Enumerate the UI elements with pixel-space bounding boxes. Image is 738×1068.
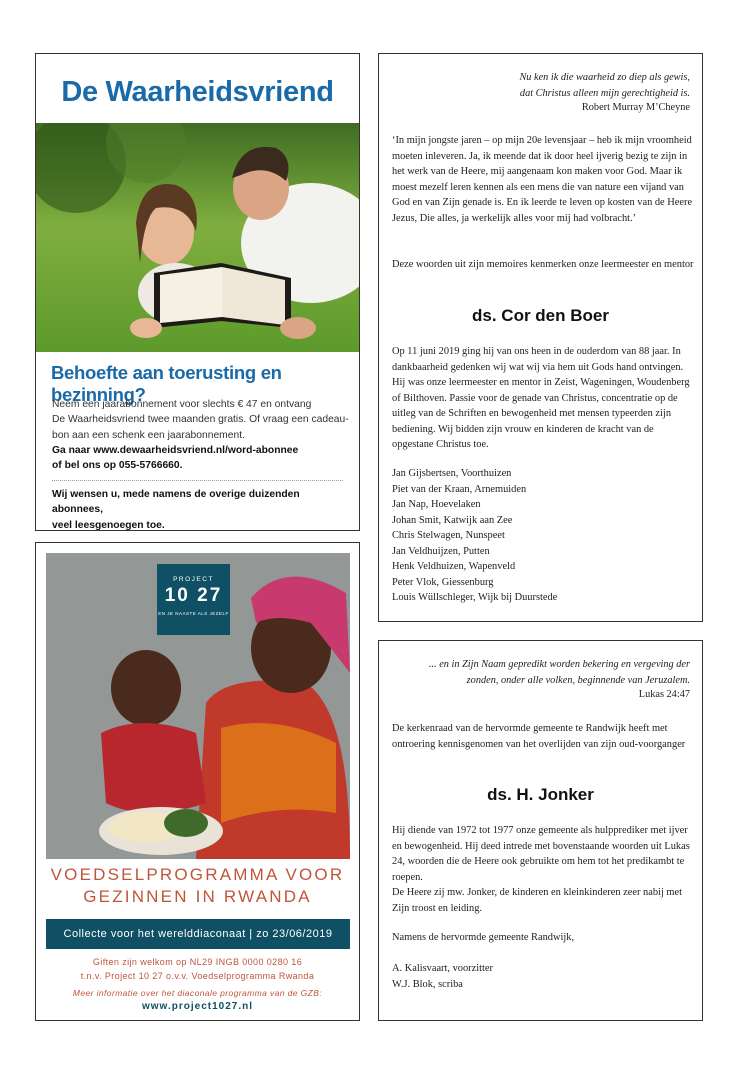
intro-paragraph: De kerkenraad van de hervormde gemeente te Randwijk heeft met ontroering kennisgenomen van het overlijden van zijn oud-voorganger [392,723,686,750]
body-paragraph: Hij diende van 1972 tot 1977 onze gemeente als hulpprediker met ijver en bewogenheid. Hij deed intrede met bovenstaande woorden uit Lukas 24, woorden die de Heere ook gebruikte om hem tot het predikambt te roepen. [392,825,690,883]
body-paragraph: Op 11 juni 2019 ging hij van ons heen in de ouderdom van 88 jaar. In dankbaarheid gedenken wij wat wij via hem uit Gods hand ontvingen. Hij was onze leermeester en mentor in Zeist, Wageningen, Woudenberg of Bilthoven. Passie voor de genade van Christus, concentratie op de uitleg van de Schriften en bewogenheid met mensen typeerden zijn bediening. Wij bidden zijn vrouw en kinderen de kracht van de opgestane Christus toe. [392,346,690,450]
memoir-paragraph: ‘In mijn jongste jaren – op mijn 20e levensjaar – heb ik mijn vroomheid moeten inleveren. Ja, ik meende dat ik door heel ijverig bezig te zijn in het werk van de Heere, mij aangenaam kon maken voor God. Maar ik moest mezelf leren kennen als een mens die van nature een vijand van God en van Zijn genade is. En ik leerde te leven op kosten van de Heere Jezus, Die alles, ja werkelijk alles voor mij had volbracht.’ [392,135,693,224]
quote-author: Robert Murray M’Cheyne [581,102,690,113]
closing-line: Namens de hervormde gemeente Randwijk, [392,932,575,943]
logo-tagline: EN JE NAASTE ALS JEZELF [158,611,229,616]
ad-body-line: Neem een jaarabonnement voor slechts € 47 en ontvang [52,399,312,410]
father-daughter-reading-photo [36,123,359,352]
ad-title: De Waarheidsvriend [61,76,334,108]
quote-line: ... en in Zijn Naam gepredikt worden bekering en vergeving der [428,659,690,670]
list-item: Johan Smit, Katwijk aan Zee [392,514,513,526]
quote [519,70,690,102]
ad-body-line: De Waarheidsvriend twee maanden gratis. Of vraag een cadeau- [52,414,349,426]
deceased-name: ds. H. Jonker [487,785,594,804]
signer: W.J. Blok, scriba [392,979,463,990]
logo-label: PROJECT [173,576,214,583]
body-paragraph-2: De Heere zij mw. Jonker, de kinderen en kleinkinderen zeer nabij met Zijn troost en leiding. [392,887,683,914]
quote-line: Nu ken ik die waarheid zo diep als gewis, [519,72,690,83]
memorial-notice-cor-den-boer [378,53,703,622]
info-line: Meer informatie over het diaconale programma van de GZB: [72,988,323,998]
headline-line: VOEDSELPROGRAMMA VOOR [50,865,345,884]
project-url-link[interactable]: www.project1027.nl [142,1001,253,1012]
divider [52,480,343,481]
logo-number: 10 27 [164,585,223,606]
subscribe-link[interactable]: Ga naar www.dewaarheidsvriend.nl/word-abonnee [52,444,299,456]
ad-footer [52,487,352,533]
ad-body [52,397,352,473]
mother-feeding-child-photo [46,553,350,859]
list-item: Jan Nap, Hoevelaken [392,499,481,510]
list-item: Louis Wüllschleger, Wijk bij Duurstede [392,592,558,603]
list-item: Peter Vlok, Giessenburg [392,576,494,588]
giften-line: t.n.v. Project 10 27 o.v.v. Voedselprogramma Rwanda [80,971,315,981]
quote-reference: Lukas 24:47 [638,689,690,700]
giften-line: Giften zijn welkom op NL29 INGB 0000 0280 16 [92,957,303,967]
list-item: Piet van der Kraan, Arnemuiden [392,483,527,495]
quote-line: zonden, onder alle volken, beginnende van Jeruzalem. [466,675,690,686]
waarheidsvriend-ad [35,53,360,531]
list-item: Henk Veldhuizen, Wapenveld [392,561,516,572]
ad-footer-line: veel leesgenoegen toe. [52,519,165,531]
project-1027-ad [35,542,360,1021]
ad-headline [36,864,359,908]
phone-number: of bel ons op 055-5766660. [52,460,183,472]
memorial-notice-h-jonker [378,640,703,1021]
intro-paragraph: Deze woorden uit zijn memoires kenmerken onze leermeester en mentor [392,259,694,270]
ad-body-line: bon aan een schenk een jaarabonnement. [52,429,245,441]
ad-headline: Behoefte aan toerusting en bezinning? [51,362,282,405]
signers-list [392,466,557,606]
signer: A. Kalisvaart, voorzitter [392,963,493,974]
list-item: Jan Veldhuijzen, Putten [392,545,490,557]
project-1027-logo [157,564,230,635]
deceased-name: ds. Cor den Boer [472,306,609,325]
list-item: Jan Gijsbertsen, Voorthuizen [392,468,512,479]
ad-footer-line: Wij wensen u, mede namens de overige duizenden abonnees, [52,489,300,516]
quote-line: dat Christus alleen mijn gerechtigheid is. [519,88,690,99]
list-item: Chris Stelwagen, Nunspeet [392,530,505,541]
quote [429,657,690,689]
collecte-banner: Collecte voor het werelddiaconaat | zo 23/06/2019 [46,919,350,949]
headline-line: GEZINNEN IN RWANDA [83,887,312,906]
